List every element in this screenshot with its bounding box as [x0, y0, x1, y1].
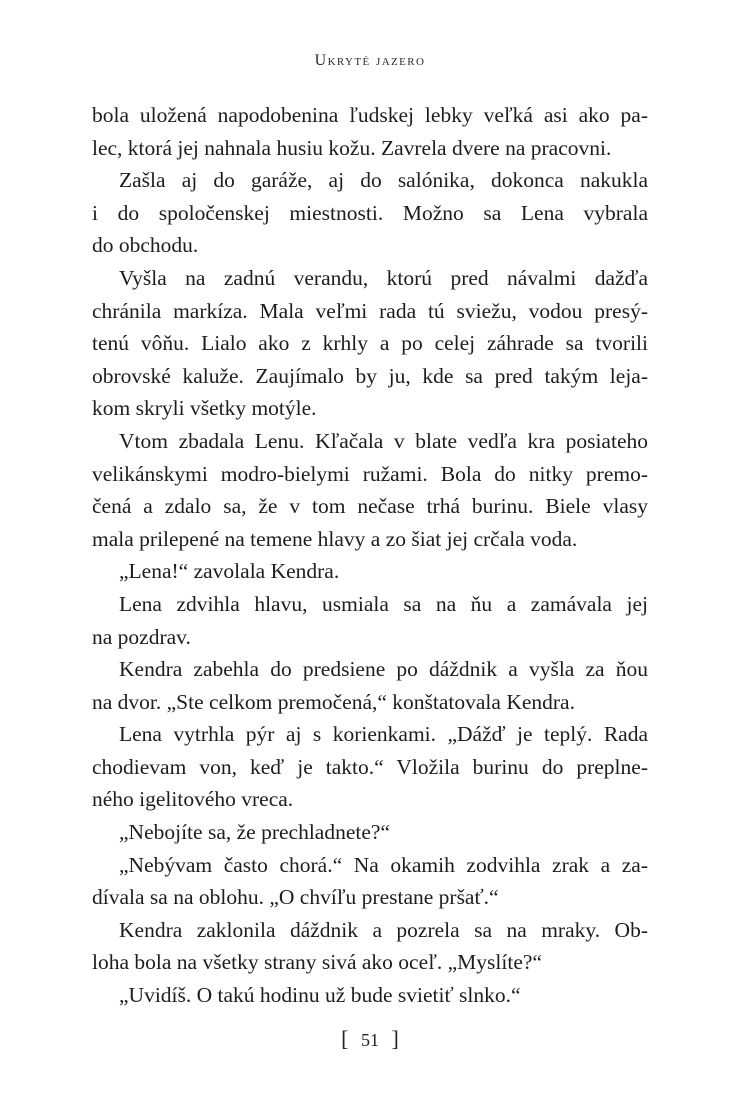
- folio-close-bracket: ]: [391, 1026, 399, 1051]
- text-line: loha bola na všetky strany sivá ako oceľ. „Myslíte?“: [92, 950, 542, 975]
- text-line: čená a zdalo sa, že v tom nečase trhá burinu. Biele vlasy: [92, 494, 648, 519]
- text-line: Zašla aj do garáže, aj do salónika, dokonca nakukla: [119, 168, 648, 193]
- text-line: mala prilepené na temene hlavy a zo šiat jej crčala voda.: [92, 526, 578, 551]
- text-line: obrovské kaluže. Zaujímalo by ju, kde sa pred takým leja-: [92, 363, 648, 388]
- text-line: i do spoločenskej miestnosti. Možno sa Lena vybrala: [92, 200, 648, 225]
- text-line: „Uvidíš. O takú hodinu už bude svietiť slnko.“: [119, 983, 521, 1008]
- folio-open-bracket: [: [341, 1026, 349, 1051]
- text-line: velikánskymi modro-bielymi ružami. Bola do nitky premo-: [92, 461, 648, 486]
- text-line: Vtom zbadala Lenu. Kľačala v blate vedľa kra posiateho: [119, 428, 648, 453]
- text-line: kom skryli všetky motýle.: [92, 396, 317, 421]
- text-line: lec, ktorá jej nahnala husiu kožu. Zavrela dvere na pracovni.: [92, 135, 612, 160]
- text-line: do obchodu.: [92, 233, 199, 258]
- folio-number: 51: [361, 1030, 379, 1050]
- text-line: „Lena!“ zavolala Kendra.: [119, 559, 340, 584]
- page-number: [0, 1026, 740, 1052]
- text-line: tenú vôňu. Lialo ako z krhly a po celej záhrade sa tvorili: [92, 331, 648, 356]
- running-head: Ukryté jazero: [314, 52, 426, 69]
- text-line: chránila markíza. Mala veľmi rada tú sviežu, vodou presý-: [92, 298, 648, 323]
- text-line: Kendra zaklonila dáždnik a pozrela sa na mraky. Ob-: [119, 917, 648, 942]
- text-line: Lena zdvihla hlavu, usmiala sa na ňu a zamávala jej: [119, 591, 648, 616]
- text-line: Vyšla na zadnú verandu, ktorú pred návalmi dažďa: [119, 265, 648, 290]
- text-line: Lena vytrhla pýr aj s korienkami. „Dážď je teplý. Rada: [119, 722, 648, 747]
- text-line: na dvor. „Ste celkom premočená,“ konštatovala Kendra.: [92, 689, 575, 714]
- text-line: Kendra zabehla do predsiene po dáždnik a vyšla za ňou: [119, 657, 648, 682]
- text-line: dívala sa na oblohu. „O chvíľu prestane pršať.“: [92, 885, 499, 910]
- text-line: „Nebojíte sa, že prechladnete?“: [119, 820, 390, 845]
- text-line: bola uložená napodobenina ľudskej lebky veľká asi ako pa-: [92, 103, 648, 127]
- text-line: na pozdrav.: [92, 624, 191, 649]
- body-text: [92, 99, 648, 1012]
- text-line: ného igelitového vreca.: [92, 787, 294, 812]
- text-line: chodievam von, keď je takto.“ Vložila burinu do preplne-: [92, 754, 648, 779]
- text-line: „Nebývam často chorá.“ Na okamih zodvihla zrak a za-: [119, 852, 648, 877]
